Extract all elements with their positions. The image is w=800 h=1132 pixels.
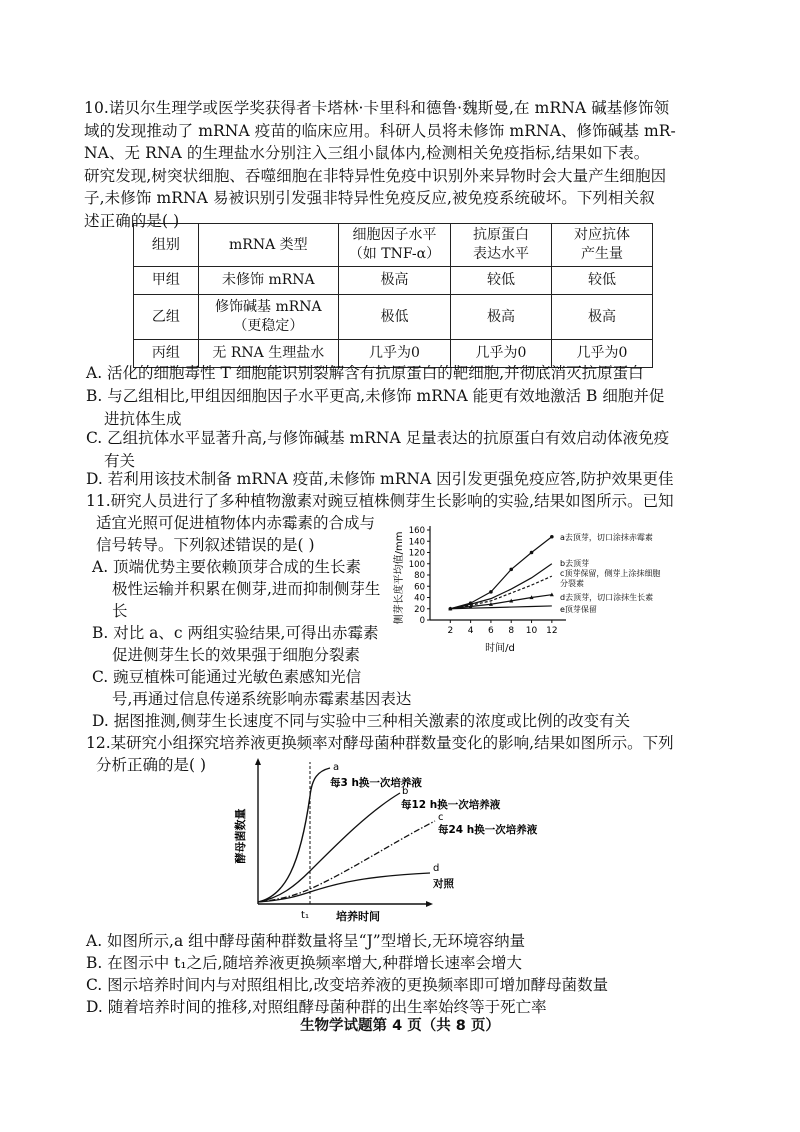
y-tick-label: 20 <box>414 604 425 615</box>
table-cell: 极高 <box>338 267 450 295</box>
q11-option-b-line2: 促进侧芽生长的效果强于细胞分裂素 <box>112 646 361 664</box>
q11-option-c: C. 豌豆植株可能通过光敏色素感知光信 <box>92 668 362 686</box>
table-cell: 无 RNA 生理盐水 <box>198 340 338 368</box>
q12-chart <box>230 756 570 926</box>
table-cell: 乙组 <box>134 295 199 340</box>
q10-option-c <box>86 427 669 472</box>
table-cell: 极高 <box>451 295 552 340</box>
page-footer: 生物学试题第 4 页（共 8 页） <box>300 1018 500 1034</box>
q10-line: 述正确的是( ) <box>84 211 180 230</box>
table-cell: 修饰碱基 mRNA （更稳定） <box>198 295 338 340</box>
q11-option-a-line2: 极性运输并积累在侧芽,进而抑制侧芽生 <box>112 580 381 598</box>
x-tick-label: 10 <box>525 626 538 636</box>
y-axis-label: 侧芽长度平均值/mm <box>394 531 405 625</box>
q10-stem <box>84 97 684 233</box>
q10-option-c-line2: 有关 <box>104 451 136 470</box>
y-tick-label: 80 <box>414 571 425 581</box>
q12-stem-line1: 12.某研究小组探究培养液更换频率对酵母菌种群数量变化的影响,结果如图所示。下列 <box>86 734 674 752</box>
y-tick-label: 140 <box>408 537 425 548</box>
q10-line: 研究发现,树突状细胞、吞噬细胞在非特异性免疫中识别外来异物时会大量产生细胞因 <box>84 166 667 185</box>
table-header-cell: 组别 <box>134 224 199 267</box>
q12-option-c: C. 图示培养时间内与对照组相比,改变培养液的更换频率即可增加酵母菌数量 <box>86 976 609 994</box>
x-axis-label: 时间/d <box>485 643 515 654</box>
curve-c-letter: c <box>438 812 444 823</box>
curve-b-letter: b <box>402 786 409 797</box>
q12-option-d: D. 随着培养时间的推移,对照组酵母菌种群的出生率始终等于死亡率 <box>86 998 547 1016</box>
table-row <box>134 267 653 295</box>
q10-option-b-line1: B. 与乙组相比,甲组因细胞因子水平更高,未修饰 mRNA 能更有效地激活 B 细胞并促 <box>86 387 665 405</box>
q11-stem-line2: 适宜光照可促进植物体内赤霉素的合成与 <box>96 514 376 532</box>
t1-label: t₁ <box>301 910 309 921</box>
y-tick-label: 160 <box>408 526 425 536</box>
x-axis-arrow <box>426 901 433 907</box>
curve-a <box>258 768 330 902</box>
q10-line: 10.诺贝尔生理学或医学奖获得者卡塔林·卡里科和德鲁·魏斯曼,在 mRNA 碱基修饰领 <box>84 99 670 117</box>
curve-b-label: 每12 h换一次培养液 <box>401 799 501 811</box>
y-axis-arrow <box>255 758 261 765</box>
series-a-point <box>489 590 493 594</box>
table-header-cell: mRNA 类型 <box>198 224 338 267</box>
x-axis-label: 培养时间 <box>336 910 380 923</box>
x-tick-label: 12 <box>546 626 558 636</box>
legend-a: a去顶芽，切口涂抹赤霉素 <box>560 533 653 542</box>
series-a-point <box>530 551 534 555</box>
q11-stem-line3: 信号转导。下列叙述错误的是( ) <box>96 536 315 554</box>
table-cell: 较低 <box>451 267 552 295</box>
q12-option-b: B. 在图示中 t₁之后,随培养液更换频率增大,种群增长速率会增大 <box>86 954 522 972</box>
q10-option-b-line2: 进抗体生成 <box>104 409 182 428</box>
x-tick-label: 2 <box>447 626 454 636</box>
y-tick-label: 40 <box>414 593 425 604</box>
series-a-point <box>550 535 554 539</box>
curve-a-letter: a <box>333 762 340 773</box>
table-row <box>134 295 653 340</box>
q10-option-c-line1: C. 乙组抗体水平显著升高,与修饰碱基 mRNA 足量表达的抗原蛋白有效启动体液免疫 <box>86 429 670 447</box>
q10-line: 域的发现推动了 mRNA 疫苗的临床应用。科研人员将未修饰 mRNA、修饰碱基 mR- <box>84 121 676 140</box>
table-header-cell: 抗原蛋白 表达水平 <box>451 224 552 267</box>
table-cell: 极低 <box>338 295 450 340</box>
q11-stem-line1: 11.研究人员进行了多种植物激素对豌豆植株侧芽生长影响的实验,结果如图所示。已知 <box>86 492 674 510</box>
table-cell: 几乎为0 <box>338 340 450 368</box>
table-header-cell: 细胞因子水平 （如 TNF-α） <box>338 224 450 267</box>
q11-option-a-line3: 长 <box>112 602 128 620</box>
x-tick-label: 6 <box>488 626 494 636</box>
q12-stem-line2: 分析正确的是( ) <box>96 756 207 774</box>
y-tick-label: 120 <box>408 548 425 559</box>
legend-b: b去顶芽 <box>560 559 590 568</box>
q11-option-a: A. 顶端优势主要依赖顶芽合成的生长素 <box>92 558 362 576</box>
y-axis-label: 酵母菌数量 <box>234 808 247 864</box>
legend-e: e顶芽保留 <box>560 605 597 614</box>
curve-d-letter: d <box>433 863 440 874</box>
q11-chart <box>390 518 690 658</box>
curve-c <box>258 821 435 902</box>
table-cell: 几乎为0 <box>451 340 552 368</box>
table-cell: 几乎为0 <box>551 340 652 368</box>
legend-d: d去顶芽，切口涂抹生长素 <box>560 593 654 602</box>
legend-c-cont: 分裂素 <box>560 579 584 588</box>
y-tick-label: 60 <box>414 582 425 593</box>
q12-option-a: A. 如图所示,a 组中酵母菌种群数量将呈“J”型增长,无环境容纳量 <box>86 932 526 950</box>
curve-c-label: 每24 h换一次培养液 <box>438 824 538 836</box>
table-cell: 丙组 <box>134 340 199 368</box>
q11-option-b: B. 对比 a、c 两组实验结果,可得出赤霉素 <box>92 624 379 642</box>
table-cell: 极高 <box>551 295 652 340</box>
curve-a-label: 每3 h换一次培养液 <box>330 777 422 789</box>
q10-option-b <box>86 385 664 430</box>
series-a-line <box>450 537 552 609</box>
table-header-cell: 对应抗体 产生量 <box>551 224 652 267</box>
table-cell: 未修饰 mRNA <box>198 267 338 295</box>
q10-option-a: A. 活化的细胞毒性 T 细胞能识别裂解含有抗原蛋白的靶细胞,并彻底消灭抗原蛋白 <box>86 364 644 382</box>
q10-table <box>133 223 653 368</box>
curve-d-label: 对照 <box>433 878 454 890</box>
q10-line: 子,未修饰 mRNA 易被识别引发强非特异性免疫反应,被免疫系统破坏。下列相关叙 <box>84 189 655 208</box>
q11-option-c-line2: 号,再通过信息传递系统影响赤霉素基因表达 <box>112 690 412 708</box>
chart-series <box>448 535 554 611</box>
q10-option-d: D. 若利用该技术制备 mRNA 疫苗,未修饰 mRNA 因引发更强免疫应答,防护效果更佳 <box>86 470 674 488</box>
legend-c: c顶芽保留，侧芽上涂抹细胞 <box>560 569 661 578</box>
table-cell: 甲组 <box>134 267 199 295</box>
x-tick-label: 8 <box>508 626 515 636</box>
table-header-row <box>134 224 653 267</box>
y-tick-label: 0 <box>419 616 425 626</box>
table-cell: 较低 <box>551 267 652 295</box>
series-a-point <box>509 568 513 572</box>
y-tick-label: 100 <box>408 559 425 570</box>
q10-line: NA、无 RNA 的生理盐水分别注入三组小鼠体内,检测相关免疫指标,结果如下表。 <box>84 144 650 163</box>
q11-option-d: D. 据图推测,侧芽生长速度不同与实验中三种相关激素的浓度或比例的改变有关 <box>92 712 631 730</box>
x-tick-label: 4 <box>467 626 474 636</box>
